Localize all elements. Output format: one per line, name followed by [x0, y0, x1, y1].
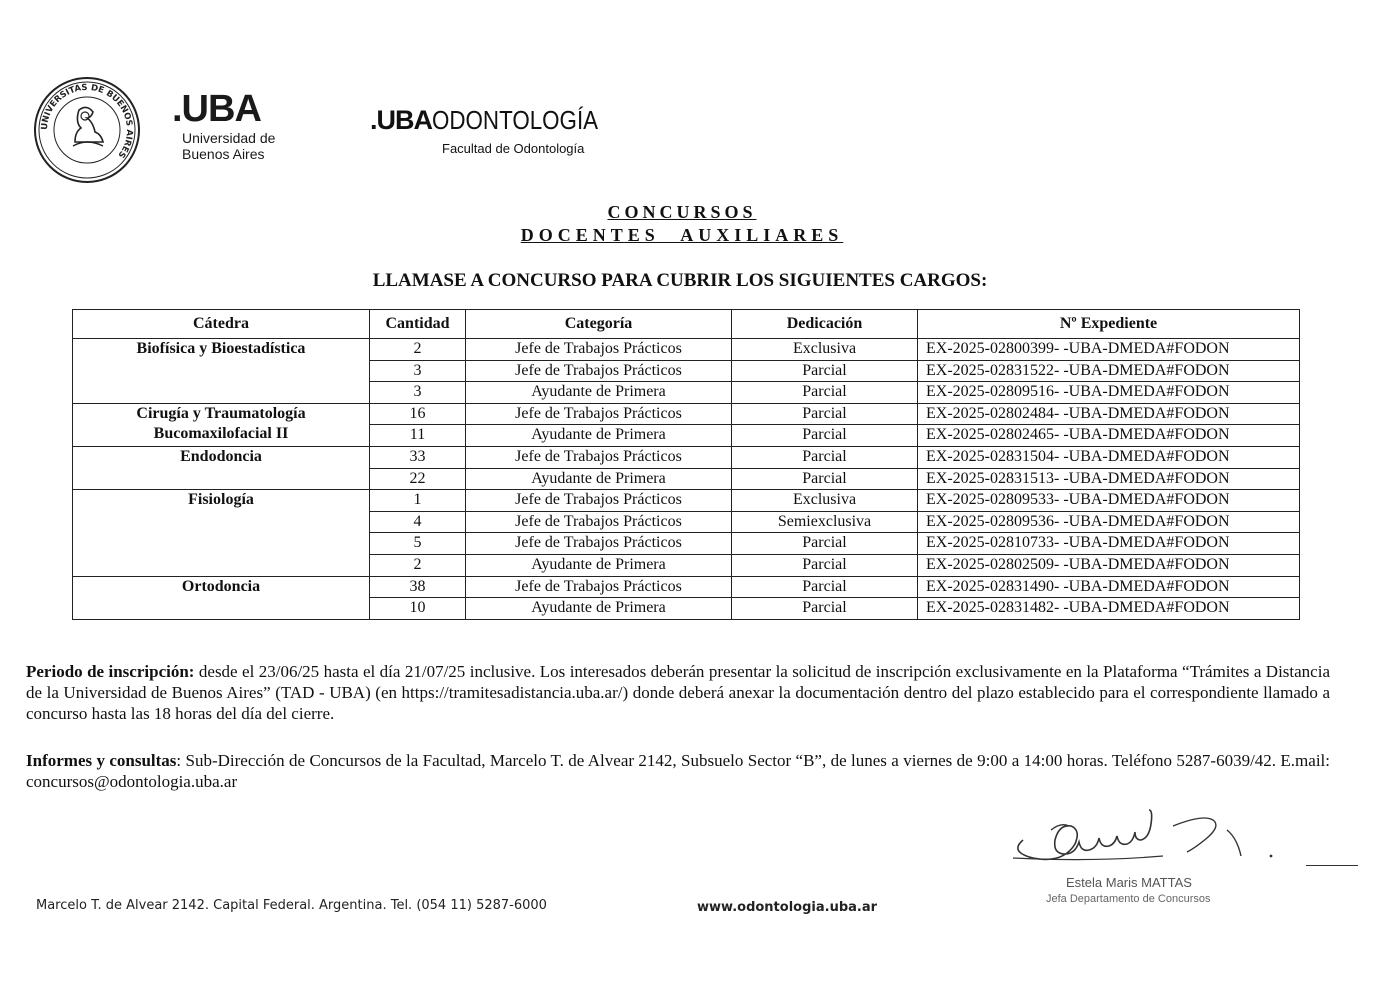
cantidad-cell: 33	[370, 446, 466, 468]
categoria-cell: Ayudante de Primera	[466, 382, 732, 404]
signatory-name: Estela Maris MATTAS	[1066, 875, 1192, 890]
table-header-row	[73, 310, 1300, 339]
inscripcion-text: desde el 23/06/25 hasta el día 21/07/25 inclusive. Los interesados deberán presentar la solicitud de inscripción exclusivamente en la Plataforma “Trámites a Distancia de la Universidad de Buenos Aires” (TAD - UBA) (en https://tramitesadistancia.uba.ar/) donde deberá anexar la documentación dentro del plazo establecido para el correspondiente llamado a concurso hasta las 18 horas del día del cierre.	[26, 662, 1330, 723]
dedicacion-cell: Parcial	[732, 468, 918, 490]
expediente-cell: EX-2025-02831482- -UBA-DMEDA#FODON	[918, 598, 1300, 620]
categoria-cell: Jefe de Trabajos Prácticos	[466, 403, 732, 425]
categoria-cell: Ayudante de Primera	[466, 598, 732, 620]
title-llamado: LLAMASE A CONCURSO PARA CUBRIR LOS SIGUIENTES CARGOS:	[372, 270, 988, 291]
table-row	[73, 576, 1300, 598]
header-dedicacion: Dedicación	[732, 310, 918, 339]
odontologia-logo	[370, 104, 630, 156]
expediente-cell: EX-2025-02802484- -UBA-DMEDA#FODON	[918, 403, 1300, 425]
expediente-cell: EX-2025-02802465- -UBA-DMEDA#FODON	[918, 425, 1300, 447]
catedra-cell: Fisiología	[73, 490, 370, 576]
categoria-cell: Jefe de Trabajos Prácticos	[466, 446, 732, 468]
dedicacion-cell: Parcial	[732, 425, 918, 447]
dedicacion-cell: Exclusiva	[732, 490, 918, 512]
table-row	[73, 446, 1300, 468]
cantidad-cell: 22	[370, 468, 466, 490]
categoria-cell: Ayudante de Primera	[466, 554, 732, 576]
expediente-cell: EX-2025-02809516- -UBA-DMEDA#FODON	[918, 382, 1300, 404]
cantidad-cell: 11	[370, 425, 466, 447]
categoria-cell: Ayudante de Primera	[466, 468, 732, 490]
cantidad-cell: 16	[370, 403, 466, 425]
odontologia-logo-word: ODONTOLOGÍA	[432, 105, 599, 135]
inscripcion-paragraph	[26, 661, 1330, 724]
dedicacion-cell: Parcial	[732, 533, 918, 555]
categoria-cell: Ayudante de Primera	[466, 425, 732, 447]
footer-address: Marcelo T. de Alvear 2142. Capital Federal. Argentina. Tel. (054 11) 5287-6000	[36, 898, 547, 913]
title-concursos: CONCURSOS	[607, 202, 757, 222]
cantidad-cell: 4	[370, 511, 466, 533]
informes-text: : Sub-Dirección de Concursos de la Facultad, Marcelo T. de Alvear 2142, Subsuelo Sector “B”, de lunes a viernes de 9:00 a 14:00 horas. Teléfono 5287-6039/42. E.mail: concursos@odontologia.uba.ar	[26, 751, 1330, 791]
signature-line	[1306, 865, 1358, 866]
cantidad-cell: 3	[370, 360, 466, 382]
catedra-cell: Endodoncia	[73, 446, 370, 489]
signatory-role: Jefa Departamento de Concursos	[1046, 893, 1211, 905]
categoria-cell: Jefe de Trabajos Prácticos	[466, 490, 732, 512]
uba-logo	[172, 90, 292, 162]
dedicacion-cell: Semiexclusiva	[732, 511, 918, 533]
uba-logo-line-1: Universidad de	[182, 130, 276, 146]
dedicacion-cell: Parcial	[732, 360, 918, 382]
dedicacion-cell: Parcial	[732, 598, 918, 620]
expediente-cell: EX-2025-02810733- -UBA-DMEDA#FODON	[918, 533, 1300, 555]
university-seal-icon	[33, 76, 141, 184]
footer-website-link[interactable]: www.odontologia.uba.ar	[697, 900, 878, 915]
cantidad-cell: 3	[370, 382, 466, 404]
dedicacion-cell: Parcial	[732, 403, 918, 425]
expediente-cell: EX-2025-02800399- -UBA-DMEDA#FODON	[918, 339, 1300, 361]
cantidad-cell: 10	[370, 598, 466, 620]
categoria-cell: Jefe de Trabajos Prácticos	[466, 511, 732, 533]
informes-lead: Informes y consultas	[26, 751, 177, 770]
cantidad-cell: 2	[370, 554, 466, 576]
uba-logo-mark: .UBA	[172, 88, 261, 130]
seal-text: UNIVERSITAS DE BUENOS AIRES	[39, 82, 135, 160]
header-catedra: Cátedra	[73, 310, 370, 339]
handwritten-signature	[1005, 800, 1285, 880]
dedicacion-cell: Exclusiva	[732, 339, 918, 361]
categoria-cell: Jefe de Trabajos Prácticos	[466, 533, 732, 555]
catedra-cell: Biofísica y Bioestadística	[73, 339, 370, 404]
expediente-cell: EX-2025-02809533- -UBA-DMEDA#FODON	[918, 490, 1300, 512]
dedicacion-cell: Parcial	[732, 576, 918, 598]
catedra-cell: Ortodoncia	[73, 576, 370, 619]
table-row	[73, 403, 1300, 425]
expediente-cell: EX-2025-02831513- -UBA-DMEDA#FODON	[918, 468, 1300, 490]
cantidad-cell: 2	[370, 339, 466, 361]
categoria-cell: Jefe de Trabajos Prácticos	[466, 360, 732, 382]
catedra-cell: Cirugía y Traumatología Bucomaxilofacial II	[73, 403, 370, 446]
table-row	[73, 339, 1300, 361]
cantidad-cell: 38	[370, 576, 466, 598]
cantidad-cell: 1	[370, 490, 466, 512]
uba-logo-line-2: Buenos Aires	[182, 146, 265, 162]
dedicacion-cell: Parcial	[732, 382, 918, 404]
expediente-cell: EX-2025-02802509- -UBA-DMEDA#FODON	[918, 554, 1300, 576]
categoria-cell: Jefe de Trabajos Prácticos	[466, 576, 732, 598]
dedicacion-cell: Parcial	[732, 554, 918, 576]
cargos-table	[72, 309, 1300, 620]
header-expediente: Nº Expediente	[918, 310, 1300, 339]
expediente-cell: EX-2025-02831490- -UBA-DMEDA#FODON	[918, 576, 1300, 598]
header-categoria: Categoría	[466, 310, 732, 339]
expediente-cell: EX-2025-02831504- -UBA-DMEDA#FODON	[918, 446, 1300, 468]
cantidad-cell: 5	[370, 533, 466, 555]
title-docentes-auxiliares: DOCENTES AUXILIARES	[520, 225, 844, 245]
odontologia-logo-subtitle: Facultad de Odontología	[442, 141, 585, 156]
table-row	[73, 490, 1300, 512]
informes-paragraph	[26, 750, 1330, 792]
dedicacion-cell: Parcial	[732, 446, 918, 468]
expediente-cell: EX-2025-02809536- -UBA-DMEDA#FODON	[918, 511, 1300, 533]
svg-text:UNIVERSITAS DE BUENOS AIRES	[40, 83, 134, 160]
expediente-cell: EX-2025-02831522- -UBA-DMEDA#FODON	[918, 360, 1300, 382]
inscripcion-lead: Periodo de inscripción:	[26, 662, 195, 681]
odontologia-logo-mark: .UBA	[370, 105, 432, 135]
header-cantidad: Cantidad	[370, 310, 466, 339]
categoria-cell: Jefe de Trabajos Prácticos	[466, 339, 732, 361]
